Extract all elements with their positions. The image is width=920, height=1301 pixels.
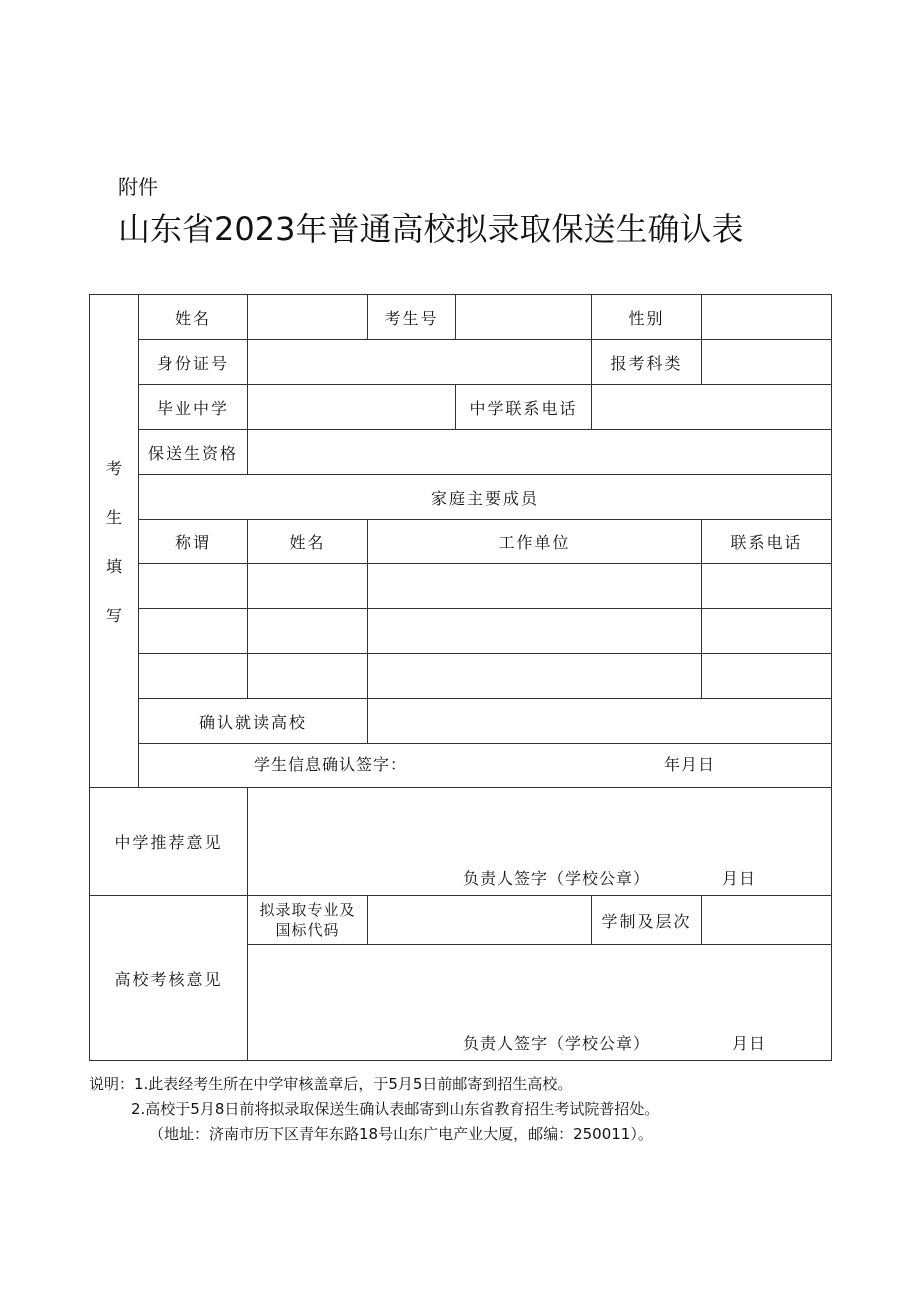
gender-field[interactable] <box>702 295 832 340</box>
family-header-work: 工作单位 <box>368 520 702 564</box>
major-field[interactable] <box>368 896 592 945</box>
univ-opinion-field[interactable] <box>248 945 832 1061</box>
gender-label: 性别 <box>592 295 702 340</box>
hs-opinion-label: 中学推荐意见 <box>90 788 248 896</box>
note-1: 说明：1.此表经考生所在中学审核盖章后，于5月5日前邮寄到招生高校。 <box>89 1075 573 1093</box>
family-work-field[interactable] <box>368 609 702 654</box>
note-2: 2.高校于5月8日前将拟录取保送生确认表邮寄到山东省教育招生考试院普招处。 <box>131 1100 660 1118</box>
hs-opinion-field[interactable] <box>248 788 832 896</box>
school-phone-field[interactable] <box>592 385 832 430</box>
family-phone-field[interactable] <box>702 564 832 609</box>
school-phone-label: 中学联系电话 <box>456 385 592 430</box>
hs-sign-label: 负责人签字（学校公章） <box>463 869 651 888</box>
name-label: 姓名 <box>139 295 248 340</box>
family-header-phone: 联系电话 <box>702 520 832 564</box>
note-3: （地址：济南市历下区青年东路18号山东广电产业大厦，邮编：250011）。 <box>149 1125 653 1143</box>
family-relation-field[interactable] <box>139 564 248 609</box>
family-title: 家庭主要成员 <box>139 475 832 520</box>
family-phone-field[interactable] <box>702 654 832 699</box>
family-name-field[interactable] <box>248 564 368 609</box>
id-field[interactable] <box>248 340 592 385</box>
page-title: 山东省2023年普通高校拟录取保送生确认表 <box>118 210 744 248</box>
univ-opinion-label: 高校考核意见 <box>90 896 248 1061</box>
hs-sign-date: 月日 <box>722 869 757 888</box>
qualification-label: 保送生资格 <box>139 430 248 475</box>
exam-no-label: 考生号 <box>368 295 456 340</box>
student-sign-row[interactable] <box>139 744 832 788</box>
family-relation-field[interactable] <box>139 654 248 699</box>
subject-field[interactable] <box>702 340 832 385</box>
student-section-label: 考 生 填 写 <box>90 295 139 788</box>
subject-label: 报考科类 <box>592 340 702 385</box>
family-work-field[interactable] <box>368 564 702 609</box>
family-name-field[interactable] <box>248 609 368 654</box>
student-sign-date: 年月日 <box>664 755 716 774</box>
name-field[interactable] <box>248 295 368 340</box>
notes <box>89 1072 659 1147</box>
confirmation-form <box>89 294 832 1061</box>
family-name-field[interactable] <box>248 654 368 699</box>
school-label: 毕业中学 <box>139 385 248 430</box>
family-relation-field[interactable] <box>139 609 248 654</box>
univ-sign-date: 月日 <box>732 1034 767 1053</box>
exam-no-field[interactable] <box>456 295 592 340</box>
confirm-univ-field[interactable] <box>368 699 832 744</box>
qualification-field[interactable] <box>248 430 832 475</box>
confirm-univ-label: 确认就读高校 <box>139 699 368 744</box>
univ-sign-label: 负责人签字（学校公章） <box>463 1034 651 1053</box>
attachment-label: 附件 <box>118 175 158 199</box>
family-header-relation: 称谓 <box>139 520 248 564</box>
system-field[interactable] <box>702 896 832 945</box>
family-work-field[interactable] <box>368 654 702 699</box>
student-sign-label: 学生信息确认签字： <box>254 755 408 774</box>
system-label: 学制及层次 <box>592 896 702 945</box>
family-header-name: 姓名 <box>248 520 368 564</box>
major-label: 拟录取专业及国标代码 <box>248 896 368 945</box>
school-field[interactable] <box>248 385 456 430</box>
id-label: 身份证号 <box>139 340 248 385</box>
family-phone-field[interactable] <box>702 609 832 654</box>
